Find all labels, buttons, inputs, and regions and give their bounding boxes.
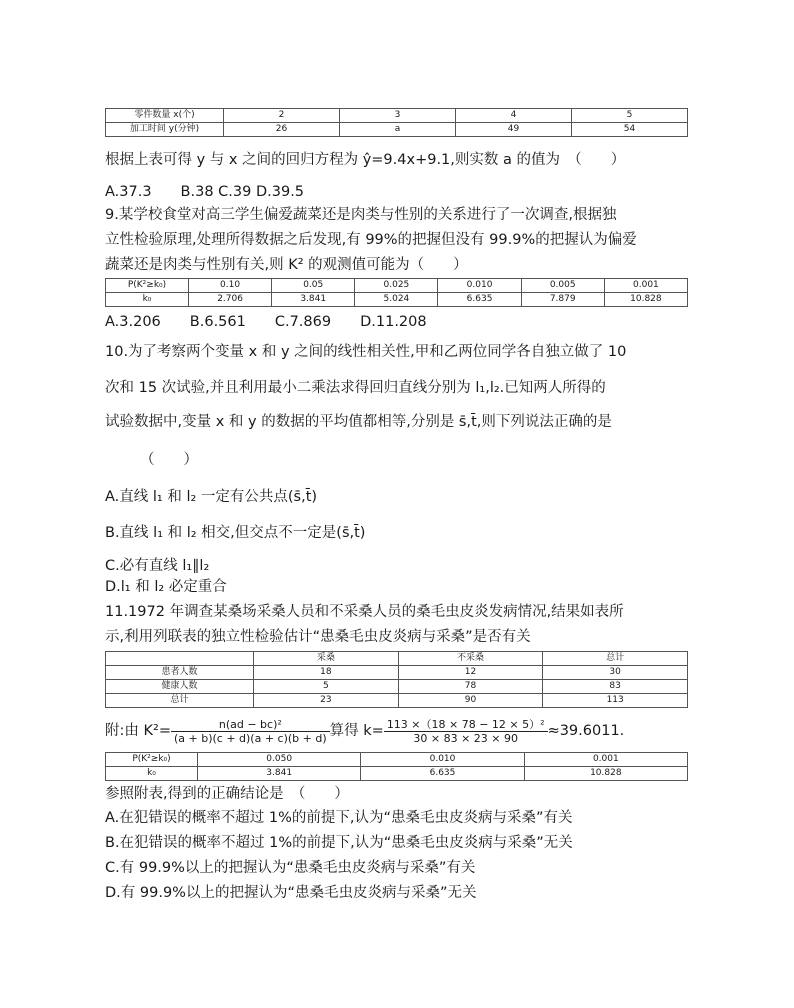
q8-text: 根据上表可得 y 与 x 之间的回归方程为 ŷ=9.4x+9.1,则实数 a 的值为 （ ） <box>105 152 626 168</box>
q10-option-b: B.直线 l₁ 和 l₂ 相交,但交点不一定是(s̄,t̄) <box>105 525 366 541</box>
table-cell: 健康人数 <box>106 680 254 694</box>
table-cell: 6.635 <box>438 293 521 307</box>
q10-bracket: （ ） <box>140 452 198 468</box>
q10-option-d: D.l₁ 和 l₂ 必定重合 <box>105 579 227 595</box>
table-cell: 18 <box>254 666 399 680</box>
table-row <box>106 279 688 293</box>
part-time-table <box>105 108 688 137</box>
q11-option-d: D.有 99.9%以上的把握认为“患桑毛虫皮炎病与采桑”无关 <box>105 885 477 901</box>
table-cell: 总计 <box>543 652 688 666</box>
table-cell: 4 <box>456 109 572 123</box>
chi-square-formula <box>171 718 330 745</box>
formula-numerator: n(ad − bc)² <box>171 718 330 732</box>
table-cell: 12 <box>398 666 543 680</box>
table-cell: 6.635 <box>361 767 524 781</box>
table-row <box>106 109 688 123</box>
computed-k-formula <box>384 718 548 745</box>
table-row <box>106 123 688 137</box>
table-cell <box>106 652 254 666</box>
formula-prefix: 附:由 K²= <box>105 723 171 739</box>
table-cell: 2 <box>224 109 340 123</box>
q10-line-2: 次和 15 次试验,并且利用最小二乘法求得回归直线分别为 l₁,l₂.已知两人所得的 <box>105 380 606 396</box>
table-cell: P(K²≥k₀) <box>106 753 198 767</box>
table-cell: P(K²≥k₀) <box>106 279 189 293</box>
table-cell: 10.828 <box>524 767 687 781</box>
table-cell: a <box>340 123 456 137</box>
contingency-table <box>105 651 688 708</box>
q11-option-c: C.有 99.9%以上的把握认为“患桑毛虫皮炎病与采桑”有关 <box>105 860 476 876</box>
q9-line-3: 蔬菜还是肉类与性别有关,则 K² 的观测值可能为（ ） <box>105 257 468 273</box>
q11-line-1: 11.1972 年调查某桑场采桑人员和不采桑人员的桑毛虫皮炎发病情况,结果如表所 <box>105 604 624 620</box>
table-cell: 0.010 <box>438 279 521 293</box>
critical-value-table <box>105 278 688 307</box>
q10-line-3: 试验数据中,变量 x 和 y 的数据的平均值都相等,分别是 s̄,t̄,则下列说法正确的是 <box>105 414 612 430</box>
q11-question: 参照附表,得到的正确结论是 （ ） <box>105 786 349 802</box>
table-cell: 总计 <box>106 694 254 708</box>
table-cell: 加工时间 y(分钟) <box>106 123 224 137</box>
table-cell: 2.706 <box>189 293 272 307</box>
table-row <box>106 652 688 666</box>
q8-options: A.37.3 B.38 C.39 D.39.5 <box>105 184 305 200</box>
table-row <box>106 694 688 708</box>
formula-line <box>105 716 624 746</box>
q9-options: A.3.206 B.6.561 C.7.869 D.11.208 <box>105 314 427 330</box>
table-cell: 0.050 <box>198 753 361 767</box>
table-cell: 49 <box>456 123 572 137</box>
table-cell: 5 <box>254 680 399 694</box>
critical-value-table-2 <box>105 752 688 781</box>
formula-suffix: ≈39.6011. <box>547 723 625 739</box>
table-cell: 30 <box>543 666 688 680</box>
table-cell: 5.024 <box>355 293 438 307</box>
table-row <box>106 680 688 694</box>
table-cell: 90 <box>398 694 543 708</box>
q9-line-1: 9.某学校食堂对高三学生偏爱蔬菜还是肉类与性别的关系进行了一次调查,根据独 <box>105 207 617 223</box>
table-cell: 患者人数 <box>106 666 254 680</box>
q11-line-2: 示,利用列联表的独立性检验估计“患桑毛虫皮炎病与采桑”是否有关 <box>105 629 531 645</box>
formula-mid: 算得 k= <box>329 723 384 739</box>
table-cell: 10.828 <box>604 293 687 307</box>
computed-denominator: 30 × 83 × 23 × 90 <box>413 731 518 745</box>
q9-line-2: 立性检验原理,处理所得数据之后发现,有 99%的把握但没有 99.9%的把握认为偏爱 <box>105 232 637 248</box>
table-cell: 3.841 <box>198 767 361 781</box>
table-cell: 0.05 <box>272 279 355 293</box>
table-row <box>106 293 688 307</box>
q10-option-a: A.直线 l₁ 和 l₂ 一定有公共点(s̄,t̄) <box>105 489 318 505</box>
table-cell: k₀ <box>106 767 198 781</box>
q10-option-c: C.必有直线 l₁∥l₂ <box>105 558 210 574</box>
table-cell: 0.001 <box>524 753 687 767</box>
table-cell: 113 <box>543 694 688 708</box>
table-cell: 3 <box>340 109 456 123</box>
table-cell: 78 <box>398 680 543 694</box>
table-cell: 不采桑 <box>398 652 543 666</box>
table-row <box>106 753 688 767</box>
table-cell: k₀ <box>106 293 189 307</box>
table-cell: 7.879 <box>521 293 604 307</box>
table-cell: 采桑 <box>254 652 399 666</box>
table-row <box>106 767 688 781</box>
table-cell: 零件数量 x(个) <box>106 109 224 123</box>
q11-option-a: A.在犯错误的概率不超过 1%的前提下,认为“患桑毛虫皮炎病与采桑”有关 <box>105 810 573 826</box>
table-cell: 0.010 <box>361 753 524 767</box>
table-cell: 0.001 <box>604 279 687 293</box>
table-cell: 0.10 <box>189 279 272 293</box>
computed-numerator: 113 ×（18 × 78 − 12 × 5）² <box>384 718 548 732</box>
q10-line-1: 10.为了考察两个变量 x 和 y 之间的线性相关性,甲和乙两位同学各自独立做了 10 <box>105 344 627 360</box>
table-cell: 5 <box>572 109 688 123</box>
table-cell: 0.025 <box>355 279 438 293</box>
table-cell: 54 <box>572 123 688 137</box>
q11-option-b: B.在犯错误的概率不超过 1%的前提下,认为“患桑毛虫皮炎病与采桑”无关 <box>105 835 573 851</box>
table-cell: 26 <box>224 123 340 137</box>
table-cell: 3.841 <box>272 293 355 307</box>
table-cell: 23 <box>254 694 399 708</box>
table-row <box>106 666 688 680</box>
table-cell: 0.005 <box>521 279 604 293</box>
table-cell: 83 <box>543 680 688 694</box>
formula-denominator: (a + b)(c + d)(a + c)(b + d) <box>173 731 327 745</box>
